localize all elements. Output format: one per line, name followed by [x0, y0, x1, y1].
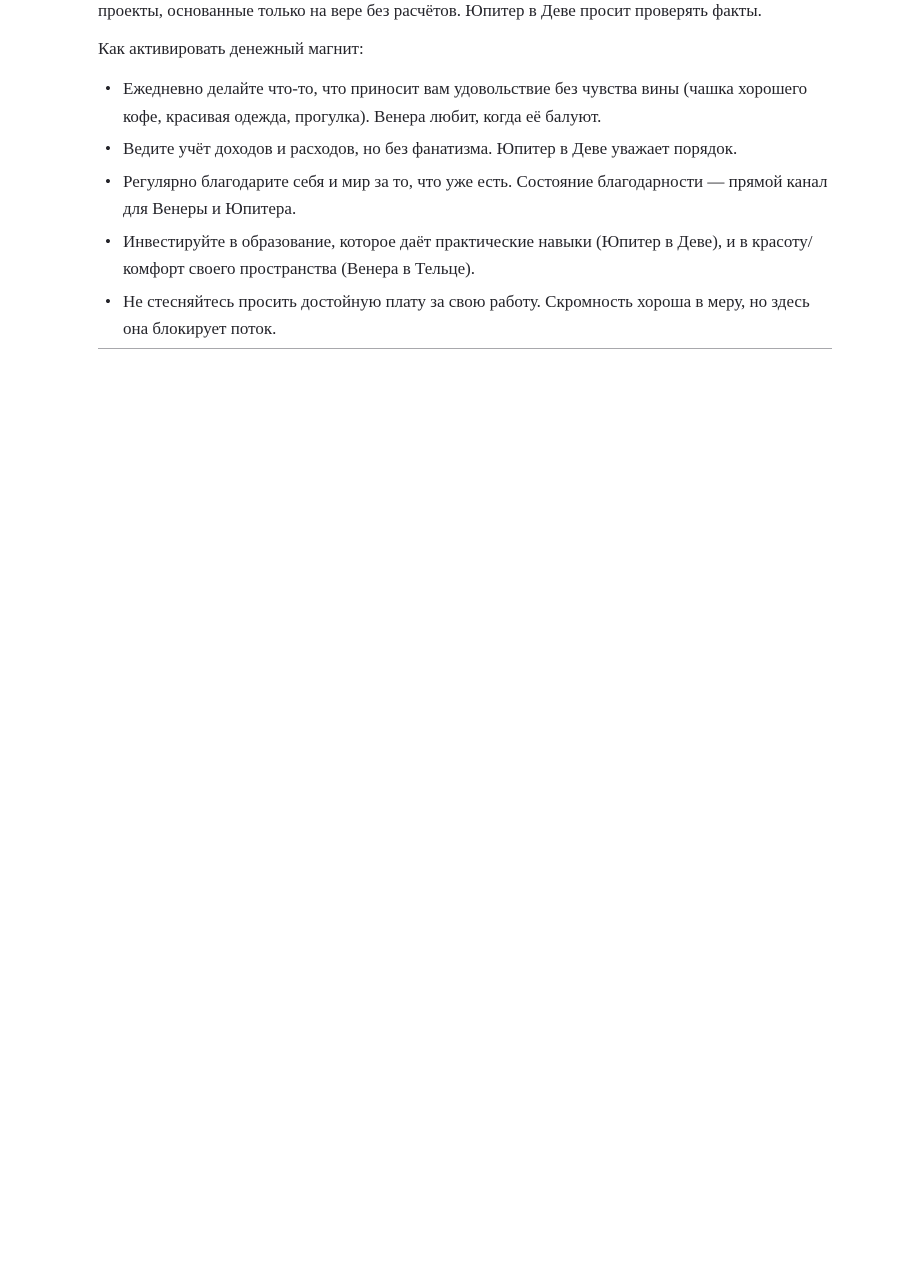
article-body	[98, 0, 832, 349]
bullet-icon: •	[105, 231, 111, 251]
list-item-text: Инвестируйте в образование, которое даёт практические навыки (Юпитер в Деве), и в красоту/ комфорт своего пространства (Венера в Тельце).	[123, 231, 813, 278]
list-item-text: Регулярно благодарите себя и мир за то, что уже есть. Состояние благодарности — прямой канал для Венеры и Юпитера.	[123, 171, 828, 218]
list-item	[105, 228, 832, 283]
section-divider	[98, 348, 832, 349]
list-item-text: Ведите учёт доходов и расходов, но без фанатизма. Юпитер в Деве уважает порядок.	[123, 139, 738, 158]
list-item	[105, 75, 832, 130]
list-item	[105, 288, 832, 343]
bullet-icon: •	[105, 79, 111, 98]
paragraph-intro-tail: проекты, основанные только на вере без расчётов. Юпитер в Деве просит проверять факты.	[98, 1, 762, 20]
list-lead-text: Как активировать денежный магнит:	[98, 39, 364, 58]
list-item-text: Не стесняйтесь просить достойную плату за свою работу. Скромность хороша в меру, но здесь она блокирует поток.	[123, 291, 810, 338]
bullet-icon: •	[105, 171, 111, 191]
bullet-icon: •	[105, 139, 111, 158]
list-item	[105, 135, 832, 163]
bullet-icon: •	[105, 291, 111, 311]
list-item-text: Ежедневно делайте что-то, что приносит вам удовольствие без чувства вины (чашка хорошего кофе, красивая одежда, прогулка). Венера любит, когда её балуют.	[123, 79, 808, 126]
list-item	[105, 168, 832, 223]
tips-list	[98, 75, 832, 343]
